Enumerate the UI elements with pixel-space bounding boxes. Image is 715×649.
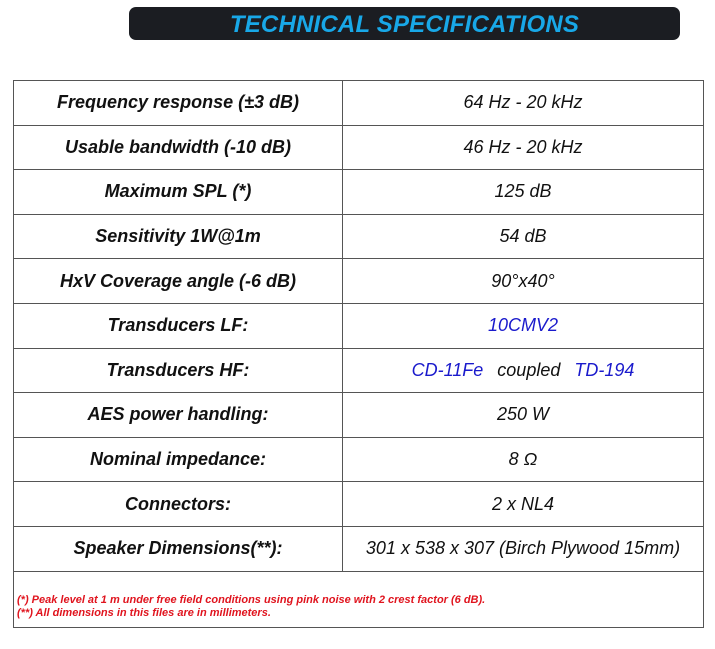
transducer-hf-horn-link[interactable]: TD-194 <box>574 359 635 380</box>
table-row <box>14 125 704 170</box>
spec-value-sensitivity: 54 dB <box>343 214 704 259</box>
spec-label-max-spl: Maximum SPL (*) <box>14 170 343 215</box>
spec-label-connectors: Connectors: <box>14 482 343 527</box>
spec-label-impedance: Nominal impedance: <box>14 437 343 482</box>
spec-value-transducers-lf <box>343 303 704 348</box>
table-row <box>14 170 704 215</box>
spec-value-aes-power: 250 W <box>343 393 704 438</box>
spec-label-dimensions: Speaker Dimensions(**): <box>14 526 343 571</box>
spec-label-sensitivity: Sensitivity 1W@1m <box>14 214 343 259</box>
table-row <box>14 214 704 259</box>
spec-label-aes-power: AES power handling: <box>14 393 343 438</box>
spec-label-coverage-angle: HxV Coverage angle (-6 dB) <box>14 259 343 304</box>
spec-value-dimensions: 301 x 538 x 307 (Birch Plywood 15mm) <box>343 526 704 571</box>
table-row <box>14 259 704 304</box>
footnote-dimensions: (**) All dimensions in this files are in millimeters. <box>17 607 271 619</box>
page-title: TECHNICAL SPECIFICATIONS <box>229 11 580 38</box>
spec-label-usable-bandwidth: Usable bandwidth (-10 dB) <box>14 125 343 170</box>
spec-label-transducers-hf: Transducers HF: <box>14 348 343 393</box>
spec-value-max-spl: 125 dB <box>343 170 704 215</box>
spec-value-impedance: 8 Ω <box>343 437 704 482</box>
spec-value-frequency-response: 64 Hz - 20 kHz <box>343 81 704 126</box>
transducer-hf-link[interactable]: CD-11Fe <box>411 359 484 380</box>
transducer-lf-link[interactable]: 10CMV2 <box>487 315 559 336</box>
table-row <box>14 81 704 126</box>
spec-value-connectors: 2 x NL4 <box>343 482 704 527</box>
spec-table <box>13 80 704 572</box>
table-row <box>14 303 704 348</box>
spec-value-transducers-hf <box>343 348 704 393</box>
table-row <box>14 348 704 393</box>
spec-value-usable-bandwidth: 46 Hz - 20 kHz <box>343 125 704 170</box>
footnotes-box <box>13 571 704 628</box>
spec-value-coverage-angle: 90°x40° <box>343 259 704 304</box>
table-row <box>14 437 704 482</box>
table-row <box>14 526 704 571</box>
table-row <box>14 482 704 527</box>
spec-label-transducers-lf: Transducers LF: <box>14 303 343 348</box>
transducer-hf-coupled-text: coupled <box>497 359 561 380</box>
footnote-peak-level: (*) Peak level at 1 m under free field conditions using pink noise with 2 crest factor (6 dB). <box>17 594 486 606</box>
title-banner <box>129 7 680 40</box>
table-row <box>14 393 704 438</box>
spec-label-frequency-response: Frequency response (±3 dB) <box>14 81 343 126</box>
